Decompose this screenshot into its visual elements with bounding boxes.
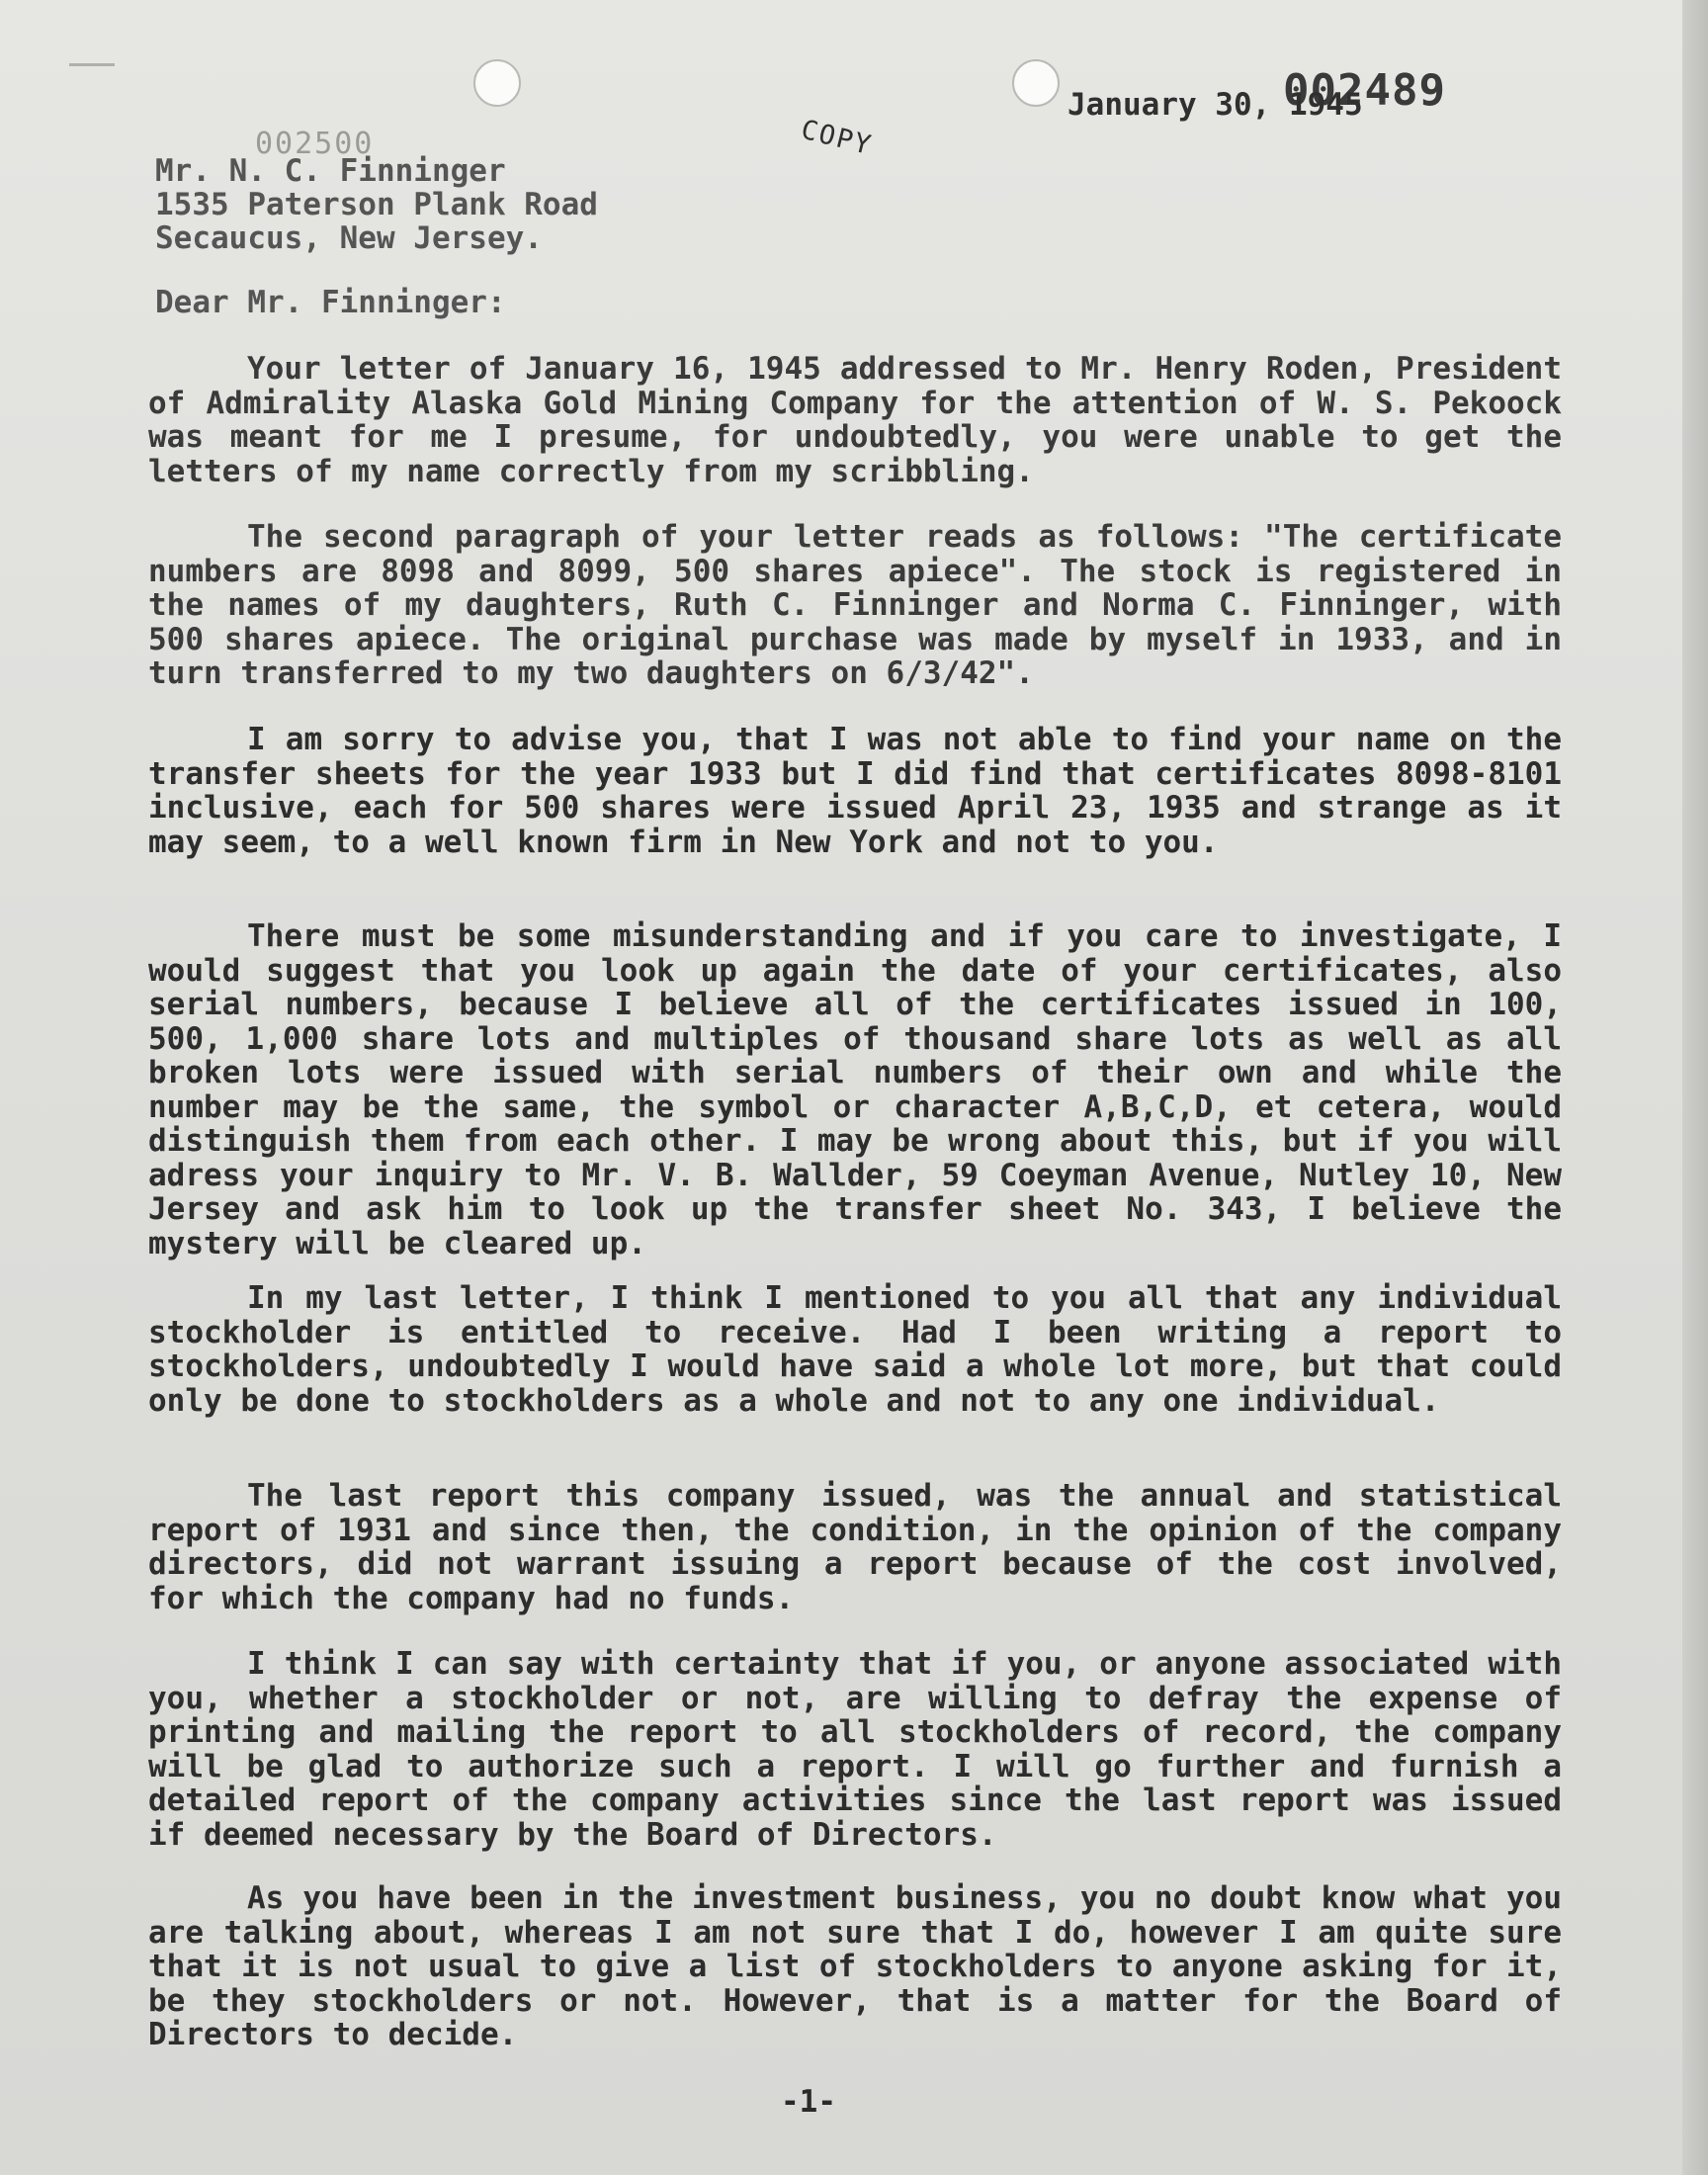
faint-stamp-number: 002500	[255, 127, 375, 161]
recipient-name: Mr. N. C. Finninger	[155, 153, 506, 189]
recipient-city: Secaucus, New Jersey.	[155, 220, 543, 256]
body-paragraph: I think I can say with certainty that if you, or anyone associated with you, whether a stockholder or not, are willing to defray the expense of printing and mailing the report to all stockholders of record, the company will be glad to authorize such a report. I will go further and furnish a detailed report of the company activities since the last report was issued if deemed necessary by the Board of Directors.	[148, 1646, 1562, 1853]
copy-stamp: COPY	[798, 114, 876, 162]
recipient-address	[155, 154, 598, 255]
letter-date: January 30, 1945	[1068, 87, 1363, 123]
document-number: 002489	[1283, 65, 1446, 116]
body-paragraph: There must be some misunderstanding and if you care to investigate, I would suggest that you look up again the date of your certificates, also serial numbers, because I believe all of the certificates issued in 100, 500, 1,000 share lots and multiples of thousand share lots as well as all broken lots were issued with serial numbers of their own and while the number may be the same, the symbol or character A,B,C,D, et cetera, would distinguish them from each other. I may be wrong about this, but if you will adress your inquiry to Mr. V. B. Wallder, 59 Coeyman Avenue, Nutley 10, New Jersey and ask him to look up the transfer sheet No. 343, I believe the mystery will be cleared up.	[148, 918, 1562, 1262]
paper-edge	[1682, 0, 1708, 2175]
body-paragraph: The second paragraph of your letter reads as follows: "The certificate numbers are 8098 and 8099, 500 shares apiece". The stock is registered in the names of my daughters, Ruth C. Finninger and Norma C. Finninger, with 500 shares apiece. The original purchase was made by myself in 1933, and in turn transferred to my two daughters on 6/3/42".	[148, 519, 1562, 691]
salutation: Dear Mr. Finninger:	[155, 285, 506, 320]
page-number: -1-	[781, 2084, 836, 2120]
body-paragraph: In my last letter, I think I mentioned to you all that any individual stockholder is entitled to receive. Had I been writing a report to stockholders, undoubtedly I would have said a whole lot more, but that could only be done to stockholders as a whole and not to any one individual.	[148, 1280, 1562, 1419]
body-paragraph: I am sorry to advise you, that I was not able to find your name on the transfer sheets for the year 1933 but I did find that certificates 8098-8101 inclusive, each for 500 shares were issued April 23, 1935 and strange as it may seem, to a well known firm in New York and not to you.	[148, 722, 1562, 860]
punch-hole-right	[1012, 59, 1060, 107]
body-paragraph: As you have been in the investment business, you no doubt know what you are talking about, whereas I am not sure that I do, however I am quite sure that it is not usual to give a list of stockholders to anyone asking for it, be they stockholders or not. However, that is a matter for the Board of Directors to decide.	[148, 1880, 1562, 2052]
punch-hole-left	[473, 59, 521, 107]
margin-mark	[69, 63, 115, 66]
recipient-street: 1535 Paterson Plank Road	[155, 187, 598, 222]
body-paragraph: The last report this company issued, was the annual and statistical report of 1931 and since then, the condition, in the opinion of the company directors, did not warrant issuing a report because of the cost involved, for which the company had no funds.	[148, 1478, 1562, 1616]
body-paragraph: Your letter of January 16, 1945 addressed to Mr. Henry Roden, President of Admirality Alaska Gold Mining Company for the attention of W. S. Pekoock was meant for me I presume, for undoubtedly, you were unable to get the letters of my name correctly from my scribbling.	[148, 351, 1562, 489]
